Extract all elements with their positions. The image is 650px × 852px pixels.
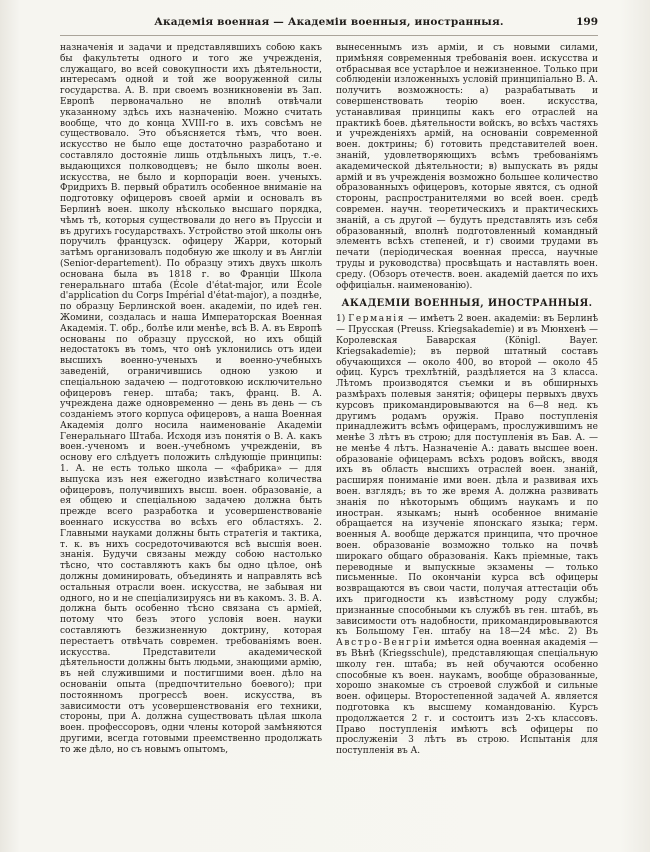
running-head — [60, 16, 598, 32]
left-column — [60, 43, 322, 829]
austria-entry-number: 2) Въ — [568, 627, 598, 638]
germany-entry-number: 1) — [336, 314, 349, 325]
right-column-continuation-text: вынесеннымъ изъ арміи, и съ новыми силами, примѣняя современныя требованія воен. искусства и отбрасывая все устарѣлое и нежизненное. Только при соблюденіи изложенныхъ условій принципіально В. А. получитъ возможность: а) разрабатывать и совершенствовать теорію воен. искусства, устанавливая принципы какъ его отраслей на практикѣ боев. дѣятельности войскъ, во всѣхъ частяхъ и учрежденіяхъ армій, на основаніи современной воен. доктрины; б) готовить представителей воен. знаній, удовлетворяющихъ всѣмъ требованіямъ академической дѣятельности; в) выпускать въ ряды армій и въ учрежденія возможно большее количество образованныхъ офицеровъ, которые явятся, съ одной стороны, распространителями во всей воен. средѣ современ. научн. теоретическихъ и практическихъ знаній, а съ другой — будутъ представлять изъ себя образованный, вполнѣ подготовленный командный элементъ всѣхъ степеней, и г) своими трудами въ печати (періодическая военная пресса, научные труды и руководства) просвѣщать и наставлять воен. среду. (Обзоръ отечеств. воен. академій дается по ихъ оффиціальн. наименованію). — [336, 43, 598, 291]
text-columns — [60, 43, 598, 829]
right-column — [336, 43, 598, 829]
germany-entry-label: Германія — [348, 314, 406, 325]
austria-entry-text: имѣется одна военная академія — въ Вѣнѣ (Kriegsschule), представляющая спеціальную школу ген. штаба; въ ней обучаются особенно способные къ воен. наукамъ, вообще образованные, хорошо знакомые съ строевой службой и сильные воен. офицеры. Второстепенной задачей А. является подготовка къ высшему командованію. Курсъ продолжается 2 г. и состоитъ изъ 2-хъ классовъ. Право поступленія имѣютъ всѣ офицеры по прослуженіи 3 лѣтъ въ строю. Испытанія для поступленія въ А. — [336, 638, 598, 757]
page-header-title: Академія военная — Академіи военныя, иностранныя. — [154, 16, 504, 28]
header-rule — [60, 35, 598, 36]
germany-entry-text: — имѣетъ 2 воен. академіи: въ Берлинѣ — Прусская (Preuss. Kriegsakademie) и въ Мюнхенѣ — Королевская Баварская (Königl. Bayer. Kriegsakademie); въ первой штатный составъ обучающихся — около 400, во второй — около 45 офиц. Курсъ трехлѣтній, раздѣляется на 3 класса. Лѣтомъ производятся съемки и въ обширныхъ размѣрахъ полевыя занятія; офицеры первыхъ двухъ курсовъ прикомандировываются на 6—8 нед. къ другимъ родамъ оружія. Право поступленія принадлежитъ всѣмъ офицерамъ, прослужившимъ не менѣе 3 лѣтъ въ строю; для поступленія въ Бав. А. — не менѣе 4 лѣтъ. Назначеніе А.: давать высшее воен. образованіе офицерамъ всѣхъ родовъ войскъ, вводя ихъ въ область высшихъ отраслей воен. знаній, расширяя пониманіе ими воен. дѣла и развивая ихъ воен. взглядъ; въ то же время А. должна развивать знанія по нѣкоторымъ общимъ наукамъ и по иностран. языкамъ; нынѣ особенное вниманіе обращается на изученіе японскаго языка; герм. военныя А. вообще держатся принципа, что прочное воен. образованіе возможно только на почвѣ широкаго общаго образованія. Какъ пріемные, такъ переводные и выпускные экзамены — только письменные. По окончаніи курса всѣ офицеры возвращаются въ свои части, получая аттестаціи объ ихъ пригодности къ извѣстному роду службы; признанные способными къ службѣ въ ген. штабѣ, въ зависимости отъ надобности, прикомандировываются къ Большому Ген. штабу на 18—24 мѣс. — [336, 314, 598, 638]
left-column-text: назначенія и задачи и представлявшихъ собою какъ бы факультеты одного и того же учрежденія, служащаго, во всей совокупности ихъ дѣятельности, интересамъ одной и той же вооруженной силы государства. А. В. при своемъ возникновеніи въ Зап. Европѣ первоначально не вполнѣ отвѣчали указанному здѣсь ихъ назначенію. Можно считать вообще, что до конца XVIII-го в. ихъ совсѣмъ не существовало. Это объясняется тѣмъ, что воен. искусство не было еще достаточно разработано и составляло достояніе лишь отдѣльныхъ лицъ, т.-е. выдающихся полководцевъ; не было школы воен. искусства, не было и корпораціи воен. ученыхъ. Фридрихъ В. первый обратилъ особенное вниманіе на подготовку офицеровъ своей арміи и основалъ въ Берлинѣ воен. школу нѣсколько высшаго порядка, чѣмъ тѣ, которыя существовали до него въ Пруссіи и въ другихъ государствахъ. Устройство этой школы онъ поручилъ французск. офицеру Жарри, который затѣмъ организовалъ подобную же школу и въ Англіи (Senior-departement). По образцу этихъ двухъ школъ основана была въ 1818 г. во Франціи Школа генеральнаго штаба (École d'état-major, или École d'application du Corps Impérial d'état-major), а позднѣе, по образцу Берлинской воен. академіи, по идеѣ ген. Жомини, создалась и наша Императорская Военная Академія. Т. обр., болѣе или менѣе, всѣ В. А. въ Европѣ основаны по образцу прусской, но ихъ общій недостатокъ въ томъ, что онѣ уклонились отъ идеи высшихъ военно-ученыхъ и военно-учебныхъ заведеній, ограничившись одною узкою и спеціальною задачею — подготовкою исключительно офицеровъ генер. штаба; такъ, франц. В. А. учреждена даже одновременно — день въ день — съ созданіемъ этого корпуса офицеровъ, а наша Военная Академія долго носила наименованіе Академіи Генеральнаго Штаба. Исходя изъ понятія о В. А. какъ воен.-ученомъ и воен.-учебномъ учрежденіи, въ основу его слѣдуетъ положить слѣдующіе принципы: 1. А. не есть только школа — «фабрика» — для выпуска изъ нея ежегодно извѣстнаго количества офицеровъ, получившихъ высш. воен. образованіе, а ея общею и спеціальною задачею должна быть прежде всего разработка и усовершенствованіе военнаго искусства во всѣхъ его областяхъ. 2. Главными науками должны быть стратегія и тактика, т. к. въ нихъ сосредоточиваются всѣ высшія воен. знанія. Будучи связаны между собою настолько тѣсно, что составляютъ какъ бы одно цѣлое, онѣ должны доминировать, объединять и направлять всѣ остальныя отрасли воен. искусства, не забывая ни одного, но и не спеціализируясь ни въ какомъ. 3. В. А. должна быть особенно тѣсно связана съ арміей, потому что безъ этого условія воен. науки составляютъ безжизненную доктрину, которая перестаетъ отвѣчать современ. требованіямъ воен. искусства. Представители академической дѣятельности должны быть людьми, знающими армію, въ ней служившими и постигшими воен. дѣло на основаніи опыта (предпочтительно боевого); при постоянномъ прогрессѣ воен. искусства, въ зависимости отъ усовершенствованія его техники, стороны, при А. должна существовать цѣлая школа воен. профессоровъ, одни члены которой замѣняются другими, всегда готовыми преемственно продолжать то же дѣло, но съ новымъ опытомъ, — [60, 43, 322, 755]
foreign-academies-text — [336, 314, 598, 757]
page-number: 199 — [576, 16, 598, 28]
section-heading-foreign-academies: АКАДЕМІИ ВОЕННЫЯ, ИНОСТРАННЫЯ. — [341, 298, 593, 310]
austria-entry-label: Австро-Венгріи — [336, 638, 432, 649]
